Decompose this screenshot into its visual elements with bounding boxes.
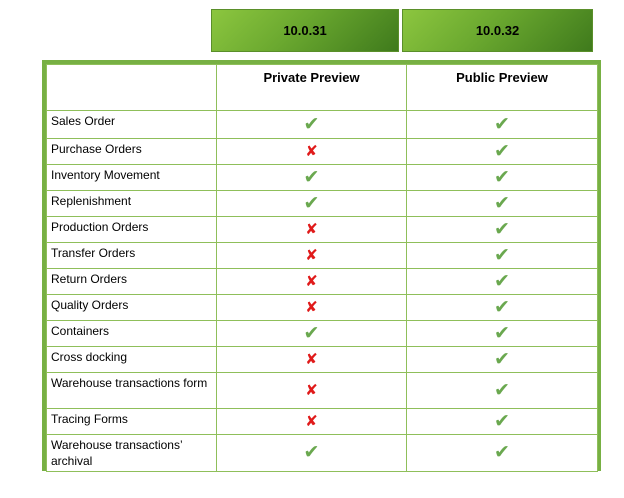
- private-preview-cell: [217, 373, 407, 409]
- table-row: [47, 165, 598, 191]
- private-preview-cell: [217, 243, 407, 269]
- check-icon: ✔: [494, 217, 510, 240]
- feature-label: Inventory Movement: [47, 165, 217, 191]
- check-icon: ✔: [494, 378, 510, 401]
- cross-icon: ✘: [305, 349, 318, 368]
- feature-label: Transfer Orders: [47, 243, 217, 269]
- version-header-1032: 10.0.32: [402, 9, 593, 52]
- private-preview-cell: [217, 191, 407, 217]
- private-preview-cell: [217, 165, 407, 191]
- private-preview-cell: [217, 111, 407, 139]
- check-icon: ✔: [303, 321, 320, 344]
- feature-label: Warehouse transactions’ archival: [47, 435, 217, 472]
- feature-label: Replenishment: [47, 191, 217, 217]
- private-preview-cell: [217, 295, 407, 321]
- feature-label: Cross docking: [47, 347, 217, 373]
- check-icon: ✔: [494, 409, 510, 432]
- public-preview-cell: [407, 373, 598, 409]
- check-icon: ✔: [494, 321, 510, 344]
- cross-icon: ✘: [305, 141, 318, 160]
- feature-label: Production Orders: [47, 217, 217, 243]
- feature-label: Quality Orders: [47, 295, 217, 321]
- table-row: [47, 321, 598, 347]
- header-private-preview: Private Preview: [217, 65, 407, 111]
- public-preview-cell: [407, 321, 598, 347]
- cross-icon: ✘: [305, 245, 318, 264]
- public-preview-cell: [407, 347, 598, 373]
- public-preview-cell: [407, 269, 598, 295]
- check-icon: ✔: [303, 191, 320, 214]
- public-preview-cell: [407, 111, 598, 139]
- version-header-1031: 10.0.31: [211, 9, 399, 52]
- private-preview-cell: [217, 217, 407, 243]
- table-row: [47, 191, 598, 217]
- public-preview-cell: [407, 191, 598, 217]
- table-row: [47, 217, 598, 243]
- feature-label: Sales Order: [47, 111, 217, 139]
- private-preview-cell: [217, 435, 407, 472]
- table-row: [47, 435, 598, 472]
- feature-matrix-table: [46, 64, 598, 472]
- feature-label: Containers: [47, 321, 217, 347]
- check-icon: ✔: [494, 112, 510, 135]
- cross-icon: ✘: [305, 380, 318, 399]
- check-icon: ✔: [494, 269, 510, 292]
- check-icon: ✔: [494, 243, 510, 266]
- check-icon: ✔: [494, 139, 510, 162]
- check-icon: ✔: [494, 441, 510, 463]
- table-row: [47, 139, 598, 165]
- public-preview-cell: [407, 435, 598, 472]
- cross-icon: ✘: [305, 219, 318, 238]
- feature-label: Tracing Forms: [47, 409, 217, 435]
- check-icon: ✔: [494, 347, 510, 370]
- table-row: [47, 409, 598, 435]
- table-row: [47, 243, 598, 269]
- feature-label: Warehouse transactions form: [47, 373, 217, 409]
- check-icon: ✔: [303, 112, 320, 135]
- public-preview-cell: [407, 295, 598, 321]
- header-public-preview: Public Preview: [407, 65, 598, 111]
- cross-icon: ✘: [305, 411, 318, 430]
- check-icon: ✔: [494, 165, 510, 188]
- private-preview-cell: [217, 269, 407, 295]
- table-header-row: [47, 65, 598, 111]
- table-row: [47, 269, 598, 295]
- public-preview-cell: [407, 165, 598, 191]
- check-icon: ✔: [303, 165, 320, 188]
- public-preview-cell: [407, 409, 598, 435]
- cross-icon: ✘: [305, 271, 318, 290]
- feature-label: Purchase Orders: [47, 139, 217, 165]
- private-preview-cell: [217, 347, 407, 373]
- table-row: [47, 295, 598, 321]
- public-preview-cell: [407, 139, 598, 165]
- check-icon: ✔: [494, 191, 510, 214]
- check-icon: ✔: [303, 441, 320, 463]
- table-row: [47, 111, 598, 139]
- private-preview-cell: [217, 139, 407, 165]
- check-icon: ✔: [494, 295, 510, 318]
- private-preview-cell: [217, 321, 407, 347]
- public-preview-cell: [407, 217, 598, 243]
- table-row: [47, 347, 598, 373]
- private-preview-cell: [217, 409, 407, 435]
- table-row: [47, 373, 598, 409]
- header-blank-cell: [47, 65, 217, 111]
- cross-icon: ✘: [305, 297, 318, 316]
- feature-label: Return Orders: [47, 269, 217, 295]
- public-preview-cell: [407, 243, 598, 269]
